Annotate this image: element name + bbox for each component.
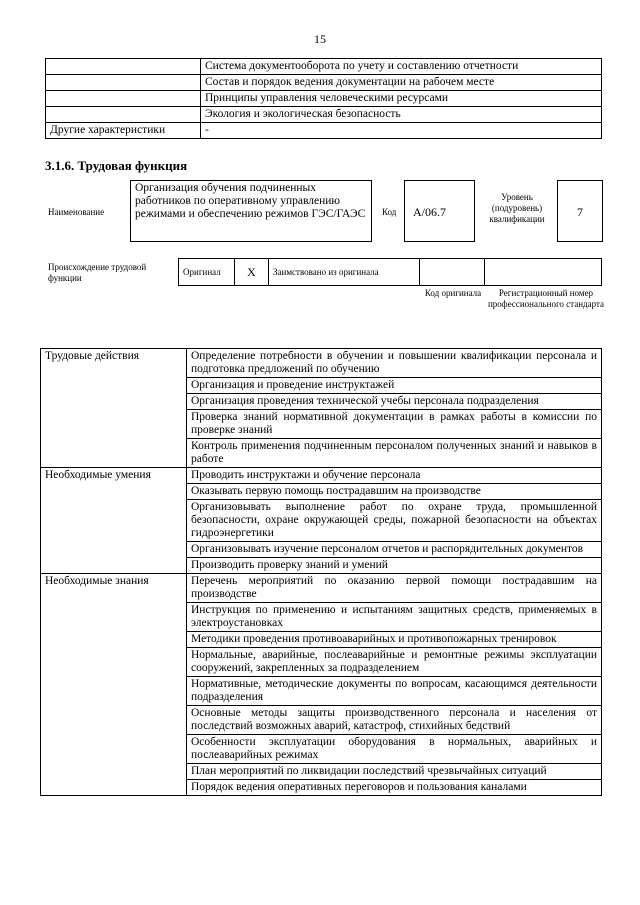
level-label: Уровень (подуровень) квалификации [489,192,545,224]
original-code-cell [420,259,485,286]
original-code-caption: Код оригинала [424,288,482,298]
qualification-level: 7 [557,180,603,242]
list-item: Производить проверку знаний и умений [187,558,602,574]
competencies-table [40,348,602,796]
list-item: Организация и проведение инструктажей [187,378,602,394]
list-item: Контроль применения подчиненным персоналом полученных знаний и навыков в работе [187,439,602,468]
list-item: Оказывать первую помощь пострадавшим на производстве [187,484,602,500]
name-label: Наименование [48,207,105,217]
registration-number-cell [485,259,602,286]
borrowed-label: Заимствовано из оригинала [269,259,420,286]
table-cell: Состав и порядок ведения документации на рабочем месте [201,75,602,91]
list-item: Проверка знаний нормативной документации в рамках работы в комиссии по проверке знаний [187,410,602,439]
code-label: Код [382,207,397,217]
other-characteristics-label: Другие характеристики [46,123,201,139]
list-item: Порядок ведения оперативных переговоров и пользования каналами [187,780,602,796]
list-item: План мероприятий по ликвидации последствий чрезвычайных ситуаций [187,764,602,780]
function-code: А/06.7 [404,180,475,242]
table-row [41,574,602,603]
section-title: 3.1.6. Трудовая функция [45,158,188,173]
list-item: Методики проведения противоаварийных и противопожарных тренировок [187,632,602,648]
table-row [41,349,602,378]
category-label: Необходимые умения [41,468,187,574]
list-item: Инструкция по применению и испытаниям защитных средств, применяемых в электроустановках [187,603,602,632]
table-row [46,59,602,75]
list-item: Определение потребности в обучении и повышении квалификации персонала и подготовка предложений по обучению [187,349,602,378]
other-characteristics-value: - [201,123,602,139]
table-row [41,468,602,484]
list-item: Нормальные, аварийные, послеаварийные и ремонтные режимы эксплуатации сооружений, закрепленных за подразделением [187,648,602,677]
list-item: Организация проведения технической учебы персонала подразделения [187,394,602,410]
registration-number-caption: Регистрационный номер профессионального стандарта [487,288,605,309]
table-cell: Принципы управления человеческими ресурсами [201,91,602,107]
table-row [46,123,602,139]
list-item: Особенности эксплуатации оборудования в нормальных, аварийных и послеаварийных режимах [187,735,602,764]
original-label: Оригинал [179,259,235,286]
list-item: Нормативные, методические документы по вопросам, касающимся деятельности подразделения [187,677,602,706]
top-characteristics-table [45,58,602,139]
list-item: Организовывать выполнение работ по охране труда, промышленной безопасности, охране окружающей среды, пожарной безопасности на объектах гидроэнергетики [187,500,602,542]
table-row [46,91,602,107]
origin-table [178,258,602,286]
table-cell: Экология и экологическая безопасность [201,107,602,123]
original-mark: X [235,259,269,286]
category-label: Трудовые действия [41,349,187,468]
page-number: 15 [314,32,326,46]
list-item: Основные методы защиты производственного персонала и населения от последствий возможных аварий, катастроф, стихийных бедствий [187,706,602,735]
table-row [46,107,602,123]
list-item: Проводить инструктажи и обучение персонала [187,468,602,484]
table-row [46,75,602,91]
table-cell: Система документооборота по учету и составлению отчетности [201,59,602,75]
function-name: Организация обучения подчиненных работников по оперативному управлению режимами и обеспечению режимов ГЭС/ГАЭС [130,180,372,242]
category-label: Необходимые знания [41,574,187,796]
origin-label: Происхождение трудовой функции [48,262,147,283]
list-item: Перечень мероприятий по оказанию первой помощи пострадавшим на производстве [187,574,602,603]
list-item: Организовывать изучение персоналом отчетов и распорядительных документов [187,542,602,558]
